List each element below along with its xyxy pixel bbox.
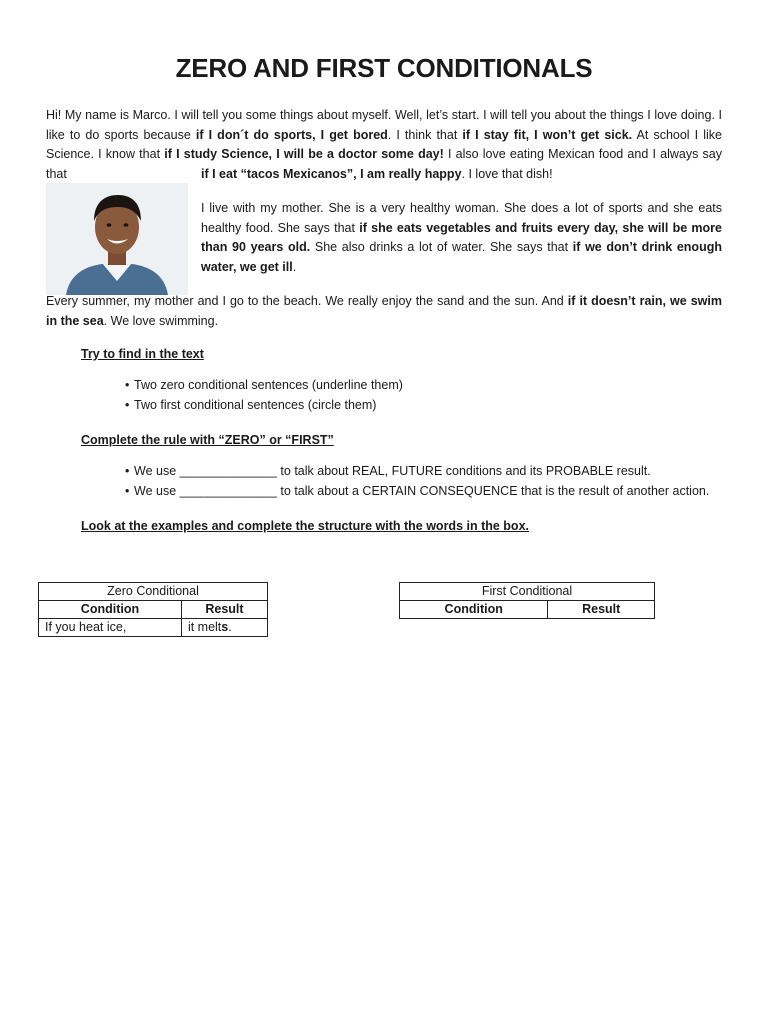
table-title: Zero Conditional	[39, 583, 268, 601]
bold-sentence: if I don´t do sports, I get bored	[195, 127, 388, 142]
zero-conditional-table	[38, 582, 268, 637]
column-header-condition: Condition	[39, 601, 182, 619]
text-span: .	[228, 620, 232, 634]
text-span: . I think that	[387, 127, 463, 142]
column-header-result: Result	[181, 601, 267, 619]
task-structure-heading: Look at the examples and complete the structure with the words in the box.	[81, 519, 529, 533]
list-item: • Two zero conditional sentences (underline them)	[125, 376, 403, 396]
text-span: She also drinks a lot of water. She says that	[310, 240, 573, 254]
task-find-list	[125, 376, 403, 415]
column-header-result: Result	[548, 601, 655, 619]
page-title: ZERO AND FIRST CONDITIONALS	[175, 53, 593, 83]
table-cell-result	[181, 619, 267, 637]
list-item: • We use ______________ to talk about a CERTAIN CONSEQUENCE that is the result of another action.	[125, 482, 709, 502]
table-title: First Conditional	[400, 583, 655, 601]
bold-sentence: if it doesn’t rain, we swim in the sea	[46, 294, 722, 328]
bold-sentence: if I study Science, I will be a doctor some day!	[164, 147, 444, 161]
bold-sentence: if she eats vegetables and fruits every day, she will be more than 90 years old.	[201, 220, 722, 254]
portrait-photo-icon	[46, 183, 188, 295]
table-cell-condition: If you heat ice,	[39, 619, 182, 637]
bold-sentence: if I eat “tacos Mexicanos”, I am really happy	[201, 167, 462, 181]
text-span: . We love swimming.	[103, 313, 219, 328]
text-span: Hi! My name is Marco. I will tell you some things about myself. Well, let’s start. I will tell you about the things I love doing. I like to do sports because	[46, 108, 722, 142]
list-item: • Two first conditional sentences (circle them)	[125, 396, 403, 416]
paragraph-summer	[46, 292, 722, 331]
bold-sentence: if I stay fit, I won’t get sick.	[462, 127, 633, 142]
text-span: Every summer, my mother and I go to the beach. We really enjoy the sand and the sun. And	[46, 294, 568, 308]
paragraph-mother	[201, 199, 722, 277]
text-span: it melt	[187, 620, 222, 634]
text-span: . I love that dish!	[461, 167, 553, 181]
paragraph-intro-end	[201, 165, 722, 185]
table-row	[39, 619, 268, 637]
task-rule-heading: Complete the rule with “ZERO” or “FIRST”	[81, 433, 334, 447]
task-find-heading: Try to find in the text	[81, 347, 204, 361]
bold-sentence: if we don’t drink enough water, we get ill	[201, 240, 722, 274]
text-span: I live with my mother. She is a very healthy woman. She does a lot of sports and she eats healthy food. She says that	[201, 201, 722, 235]
text-span: .	[292, 259, 297, 274]
portrait-illustration	[46, 183, 188, 295]
column-header-condition: Condition	[400, 601, 548, 619]
text-span: At school I like Science. I know that	[46, 127, 722, 161]
first-conditional-table	[399, 582, 655, 619]
bold-letter: s	[221, 620, 229, 634]
text-span: I also love eating Mexican food and I always say that	[46, 147, 723, 181]
list-item: • We use ______________ to talk about REAL, FUTURE conditions and its PROBABLE result.	[125, 462, 709, 482]
task-rule-list	[125, 462, 709, 501]
